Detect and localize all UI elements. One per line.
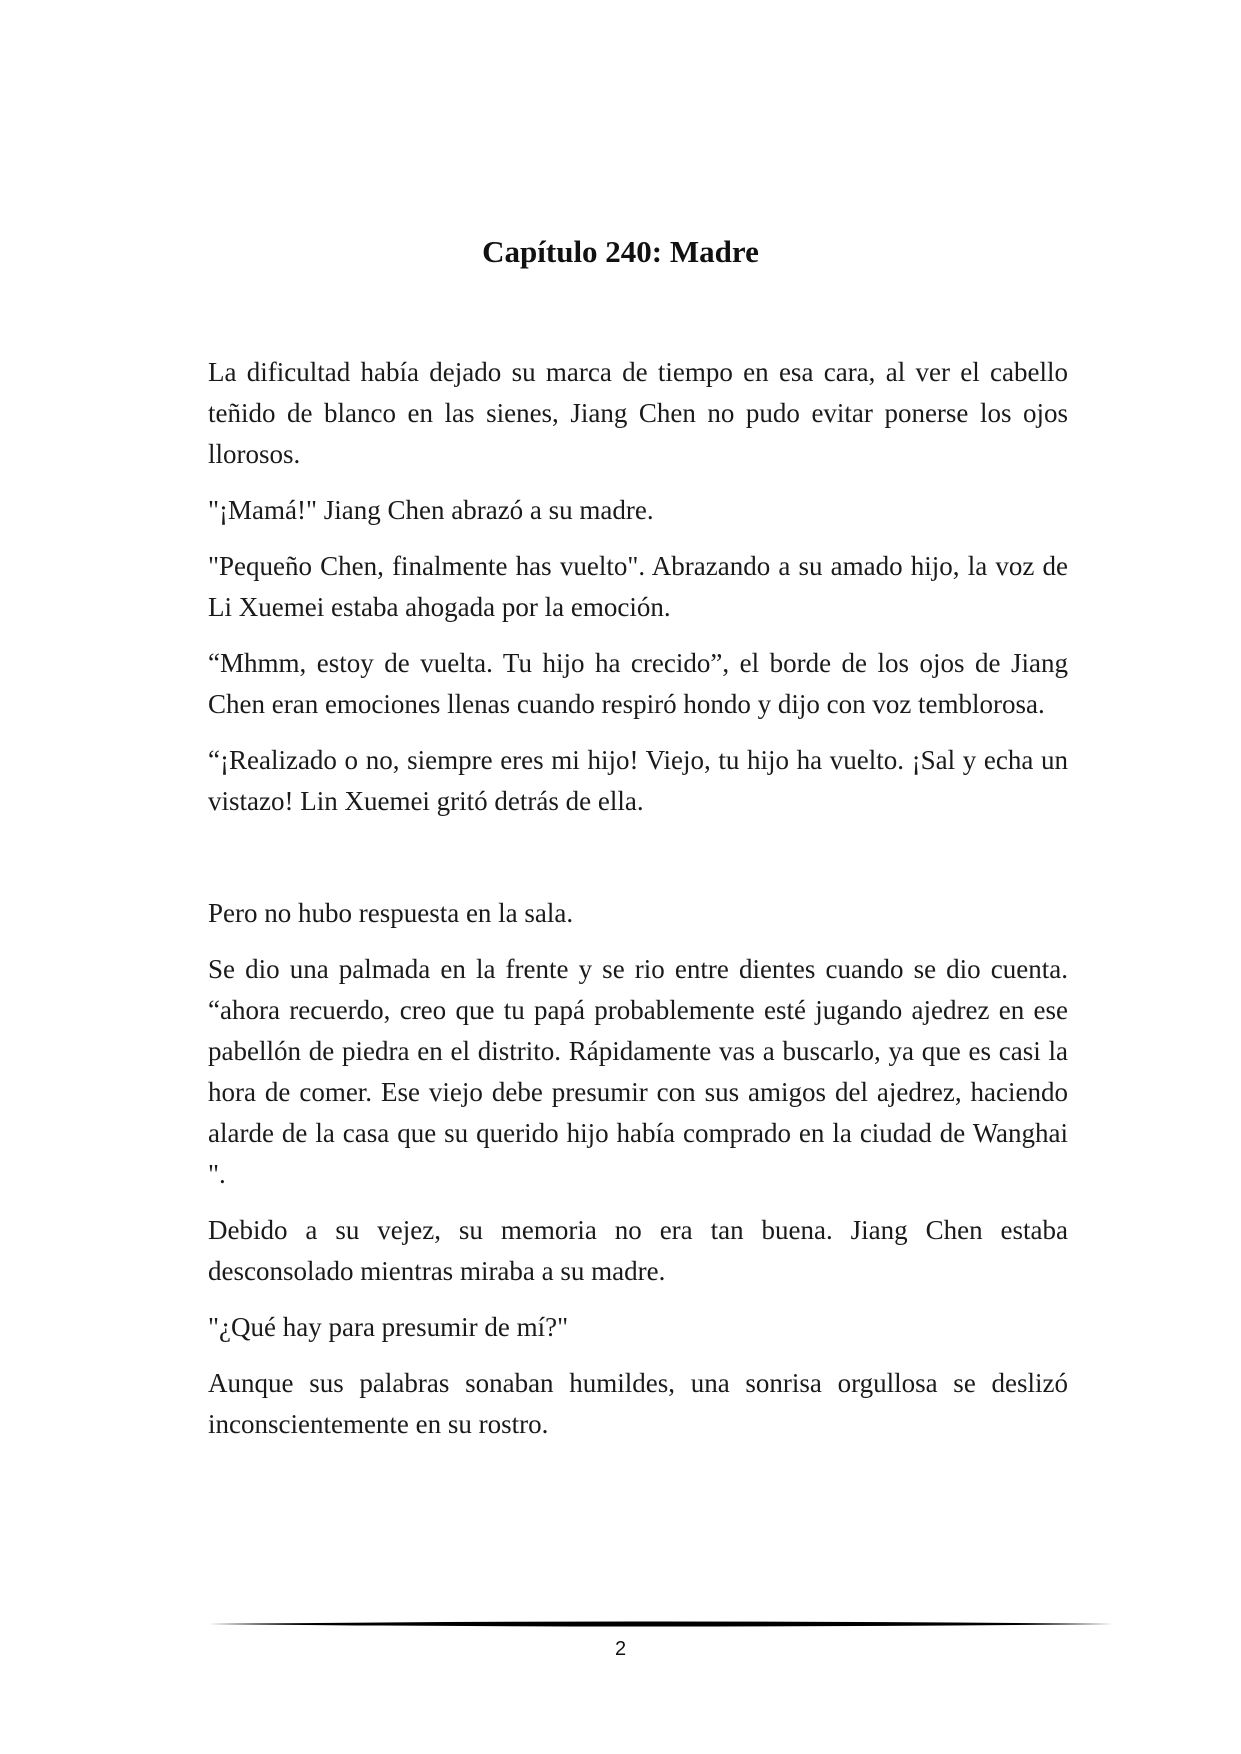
paragraph: "¡Mamá!" Jiang Chen abrazó a su madre.	[208, 495, 654, 525]
chapter-title: Capítulo 240: Madre	[482, 234, 759, 269]
chapter-body	[208, 352, 1068, 1460]
page-number: 2	[614, 1638, 627, 1660]
paragraph: Aunque sus palabras sonaban humildes, una sonrisa orgullosa se deslizó inconscientemente en su rostro.	[208, 1368, 1068, 1439]
paragraph: Debido a su vejez, su memoria no era tan buena. Jiang Chen estaba desconsolado mientras miraba a su madre.	[208, 1215, 1068, 1286]
paragraph: La dificultad había dejado su marca de tiempo en esa cara, al ver el cabello teñido de blanco en las sienes, Jiang Chen no pudo evitar ponerse los ojos llorosos.	[208, 357, 1068, 469]
paragraph: “Mhmm, estoy de vuelta. Tu hijo ha crecido”, el borde de los ojos de Jiang Chen eran emociones llenas cuando respiró hondo y dijo con voz temblorosa.	[208, 648, 1068, 719]
paragraph: Se dio una palmada en la frente y se rio entre dientes cuando se dio cuenta. “ahora recuerdo, creo que tu papá probablemente esté jugando ajedrez en ese pabellón de piedra en el distrito. Rápidamente vas a buscarlo, ya que es casi la hora de comer. Ese viejo debe presumir con sus amigos del ajedrez, haciendo alarde de la casa que su querido hijo había comprado en la ciudad de Wanghai ".	[208, 954, 1068, 1189]
paragraph: “¡Realizado o no, siempre eres mi hijo! Viejo, tu hijo ha vuelto. ¡Sal y echa un vistazo! Lin Xuemei gritó detrás de ella.	[208, 745, 1068, 816]
footer-divider	[208, 1618, 1114, 1630]
paragraph: "Pequeño Chen, finalmente has vuelto". Abrazando a su amado hijo, la voz de Li Xuemei estaba ahogada por la emoción.	[208, 551, 1068, 622]
paragraph: "¿Qué hay para presumir de mí?"	[208, 1312, 569, 1342]
paragraph: Pero no hubo respuesta en la sala.	[208, 898, 574, 928]
